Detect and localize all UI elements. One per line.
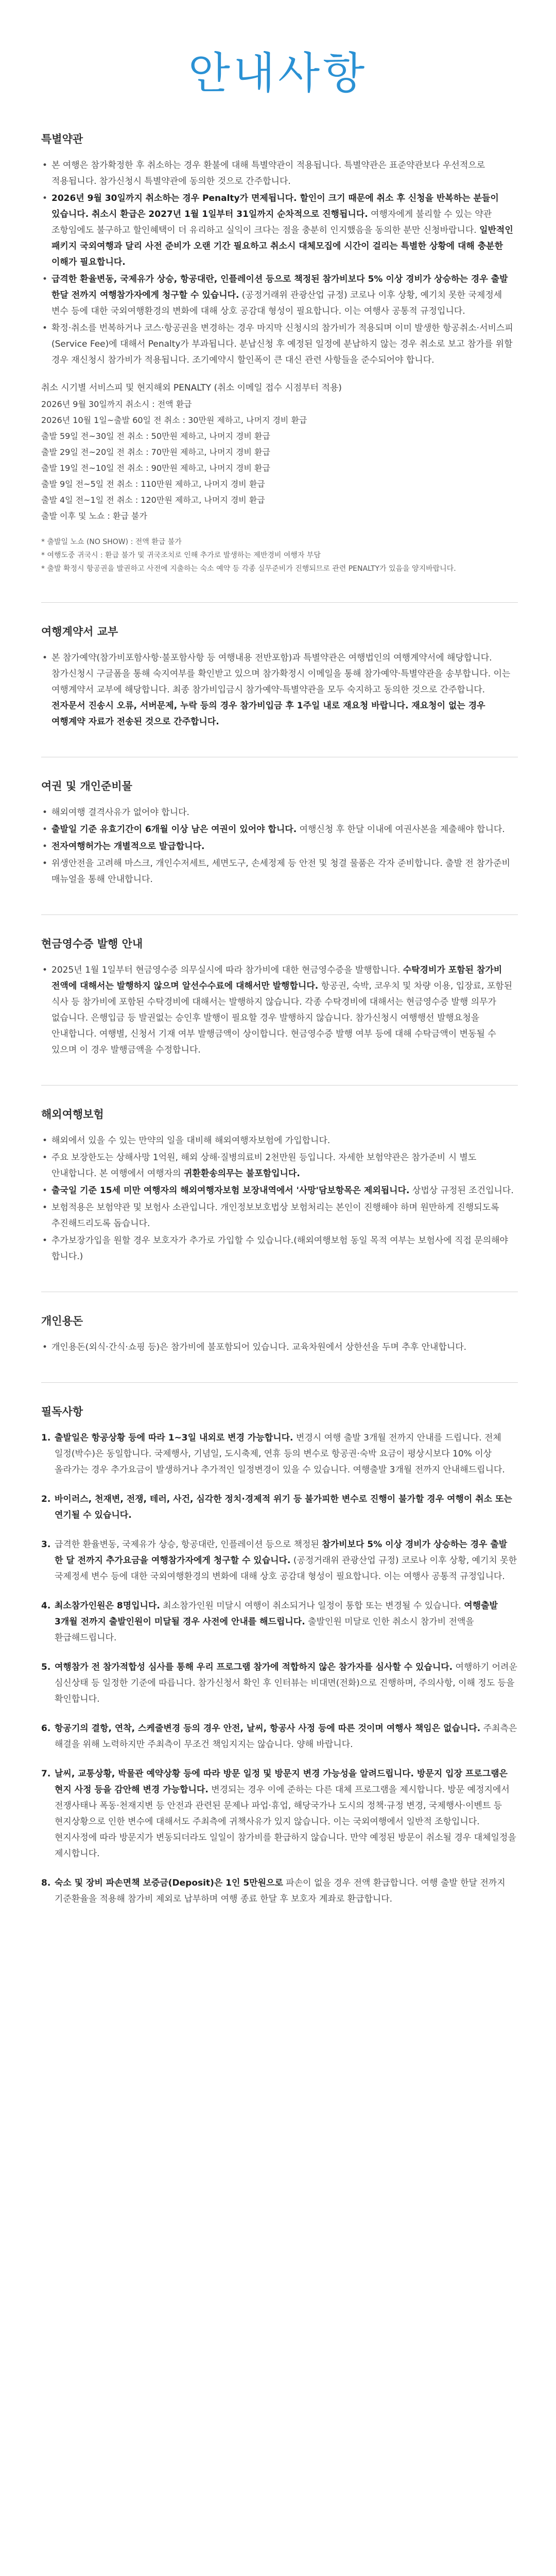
text: 본 여행은 참가확정한 후 취소하는 경우 환불에 대해 특별약관이 적용됩니다. 특별약관은 표준약관보다 우선적으로 적용됩니다. 참가신청시 특별약관에 동의한 것으로 간주합니다.: [51, 160, 485, 187]
text: 여행신청 후 한달 이내에 여권사본을 제출해야 합니다.: [297, 824, 505, 835]
bold-text: 전자여행허가는 개별적으로 발급합니다.: [51, 841, 205, 852]
text: 해외에서 있을 수 있는 만약의 일을 대비해 해외여행자보험에 가입합니다.: [51, 1136, 331, 1146]
section-title: 해외여행보험: [41, 1108, 104, 1121]
schedule-line-list: [41, 396, 518, 524]
section-title: 여행계약서 교부: [41, 625, 118, 638]
bold-text: 여행참가 전 참가적합성 심사를 통해 우리 프로그램 참가에 적합하지 않은 참가자를 심사할 수 있습니다.: [55, 1662, 453, 1672]
hero: [0, 0, 556, 118]
section-receipt: [41, 915, 518, 1058]
bullet-item: [41, 320, 518, 368]
schedule-line: 출발 29일 전~20일 전 취소 : 70만원 제하고, 나머지 경비 환급: [41, 447, 270, 457]
schedule-title: 취소 시기별 서비스피 및 현지해외 PENALTY (취소 이메일 접수 시점부터 적용): [41, 383, 342, 393]
section-insurance: [41, 1086, 518, 1265]
text: 확정·취소를 번복하거나 코스·항공권을 변경하는 경우 마지막 신청시의 참가비가 적용되며 이미 발생한 항공취소·서비스피(Service Fee)에 대해서 Penalty가 부과됩니다. 분납신청 후 예정된 일정에 분납하지 않는 경우 취소로 보고 참가를 위할 경우 재신청시 참가비가 적용됩니다. 조기예약시 할인폭이 큰 대신 관련 사항들을 준수되어야 합니다.: [51, 323, 513, 365]
bold-text: 최소참가인원은 8명입니다.: [55, 1601, 160, 1611]
section-title: 개인용돈: [41, 1315, 83, 1327]
bold-text: 출발일은 항공상황 등에 따라 1~3일 내외로 변경 가능합니다.: [55, 1433, 293, 1443]
item-number: 2.: [41, 1494, 51, 1504]
bold-text: 2026년 9월 30일까지 취소하는 경우 Penalty가 면제됩니다. 할인이 크기 때문에 취소 후 신청을 반복하는 분들이 있습니다. 취소시 환급은 2027년 1월 1일부터 31일까지 순차적으로 진행됩니다.: [51, 193, 499, 219]
text: 파손이 없을 경우 전액 환급합니다. 여행 출발 한달 전까지 기준환율을 적용해 참가비 제외로 납부하며 여행 종료 한달 후 보호자 계좌로 환급합니다.: [55, 1878, 506, 1904]
schedule-line: 출발 4일 전~1일 전 취소 : 120만원 제하고, 나머지 경비 환급: [41, 495, 265, 505]
bullet-item: [41, 856, 518, 888]
bullet-item: [41, 1183, 518, 1199]
bold-text: 수탁경비가 포함된 참가비 전액에 대해서는 발행하지 않으며 알선수수료에 대해서만 발행합니다.: [51, 965, 502, 991]
section-title: 특별약관: [41, 133, 83, 145]
section-contract: [41, 603, 518, 730]
schedule-note: * 출발일 노쇼 (NO SHOW) : 전액 환급 불가: [41, 538, 182, 546]
text: 출발인원 미달로 인한 취소시 참가비 전액을 환급해드립니다.: [55, 1617, 474, 1643]
bullet-list: [41, 650, 518, 730]
schedule-line: 출발 이후 및 노쇼 : 환급 불가: [41, 511, 147, 521]
text: 2025년 1월 1일부터 현금영수증 의무실시에 따라 참가비에 대한 현금영수증을 발행합니다.: [51, 965, 403, 975]
text: 해외여행 결격사유가 없어야 합니다.: [51, 807, 189, 818]
page-title: 안내사항: [188, 48, 368, 98]
content: [0, 118, 556, 1907]
cancellation-schedule: [41, 380, 518, 524]
schedule-note-list: [41, 535, 518, 575]
bold-text: 숙소 및 장비 파손면책 보증금(Deposit)은 1인 5만원으로: [55, 1878, 283, 1888]
item-number: 8.: [41, 1878, 51, 1888]
text: 변경시 여행 출발 3개월 전까지 안내를 드립니다. 전체 일정(박수)은 동일합니다. 국제행사, 기념일, 도시축제, 연휴 등의 변수로 항공권·숙박 요금이 평상시보다 10% 이상 올라가는 경우 추가요금이 발생하거나 추가적인 일정변경이 있을 수 있습니다. 여행출발 3개월 전까지 안내해드립니다.: [55, 1433, 505, 1475]
item-number: 1.: [41, 1433, 51, 1443]
numbered-item: [41, 1598, 518, 1646]
bold-text: 전자문서 진송시 오류, 서버문제, 누락 등의 경우 참가비입금 후 1주일 내로 재요청 바랍니다. 재요청이 없는 경우 여행계약 자료가 전송된 것으로 간주합니다.: [51, 701, 485, 727]
text: (공정거래위 관광산업 규정) 코로나 이후 상황, 예기치 못한 국제정세 변수 등에 대한 국외여행환경의 변화에 대해 상호 공감대 형성이 필요합니다. 이는 여행사 공통적 규정입니다.: [55, 1555, 517, 1582]
numbered-item: [41, 1766, 518, 1862]
bullet-list: [41, 158, 518, 368]
bold-text: 귀환환송의무는 불포함입니다.: [183, 1168, 300, 1179]
text: 상법상 규정된 조건입니다.: [409, 1185, 514, 1196]
text: 변경되는 경우 이에 준하는 다른 대체 프로그램을 제시합니다. 방문 예정지에서 전쟁사태나 폭동·천재지변 등 안전과 관련된 문제나 파업·휴업, 해당국가나 도시의 정책·규정 변경, 국제행사·이벤트 등 현지상황으로 인한 변수에 대해서도 주최측에 귀책사유가 있지 않습니다. 이는 국외여행에서 일반적 조항입니다. 현지사정에 따라 방문지가 변동되더라도 일일이 참가비를 환급하지 않습니다. 만약 예정된 방문이 취소될 경우 대체일정을 제시합니다.: [55, 1785, 516, 1859]
text: 급격한 환율변동, 국제유가 상승, 항공대란, 인플레이션 등으로 책정된: [55, 1539, 322, 1550]
bold-text: 참가비보다 5% 이상 경비가 상승하는 경우 출발 한 달 전까지 추가요금을 여행참가자에게 청구할 수 있습니다.: [55, 1539, 508, 1566]
item-number: 4.: [41, 1601, 51, 1611]
text: 주최측은 해결을 위해 노력하지만 주최측이 무조건 책임지지는 않습니다. 양해 바랍니다.: [55, 1723, 517, 1750]
item-number: 5.: [41, 1662, 51, 1672]
text: 개인용돈(외식·간식·쇼핑 등)은 참가비에 불포함되어 있습니다. 교육차원에서 상한선을 두며 추후 안내합니다.: [51, 1342, 467, 1352]
bullet-item: [41, 1133, 518, 1149]
section-allowance: [41, 1292, 518, 1355]
bullet-item: [41, 805, 518, 821]
item-number: 7.: [41, 1769, 51, 1779]
bullet-item: [41, 1233, 518, 1265]
text: 주요 보장한도는 상해사망 1억원, 해외 상해·질병의료비 2천만원 등입니다. 자세한 보험약관은 참가준비 시 별도 안내합니다. 본 여행에서 여행자의: [51, 1153, 477, 1179]
numbered-item: [41, 1721, 518, 1753]
text: 여행하기 어려운 심신상태 등 일정한 기준에 따릅니다. 참가신청서 확인 후 인터뷰는 비대면(전화)으로 진행하며, 주의사항, 이해 정도 등을 확인합니다.: [55, 1662, 517, 1704]
bullet-list: [41, 962, 518, 1058]
bold-text: 바이러스, 천재변, 전쟁, 테러, 사건, 심각한 정치·경제적 위기 등 불가피한 변수로 진행이 불가할 경우 여행이 취소 또는 연기될 수 있습니다.: [55, 1494, 512, 1520]
bold-text: 출발일 기준 유효기간이 6개월 이상 남은 여권이 있어야 합니다.: [51, 824, 297, 835]
bold-text: 출국일 기준 15세 미만 여행자의 해외여행자보험 보장내역에서 '사망'담보항목은 제외됩니다.: [51, 1185, 410, 1196]
bullet-item: [41, 272, 518, 319]
text: (공정거래위 관광산업 규정) 코로나 이후 상황, 예기치 못한 국제정세 변수 등에 대한 국외여행환경의 변화에 대해 상호 공감대 형성이 필요합니다. 이는 여행사 공통적 규정입니다.: [51, 290, 502, 316]
text: 추가보장가입을 원할 경우 보호자가 추가로 가입할 수 있습니다.(해외여행보험 동일 목적 여부는 보험사에 직접 문의해야 합니다.): [51, 1235, 508, 1262]
schedule-note: * 여행도중 귀국시 : 환급 불가 및 귀국조치로 인해 추가로 발생하는 제반경비 여행자 부담: [41, 551, 321, 560]
bullet-list: [41, 805, 518, 888]
schedule-notes: [41, 535, 518, 575]
section-luggage: [41, 757, 518, 888]
section-special-terms: [41, 118, 518, 575]
bullet-item: [41, 1200, 518, 1232]
text: 본 참가예약(참가비포함사항·불포함사항 등 여행내용 전반포함)과 특별약관은 여행법인의 여행계약서에 해당합니다. 참가신청시 구글폼을 통해 숙지여부를 확인받고 있으며 참가확정시 이메일을 통해 참가예약·특별약관을 송부합니다. 이는 여행계약서 교부에 해당합니다. 최종 참가비입금시 참가예약·특별약관을 모두 숙지하고 동의한 것으로 간주합니다.: [51, 653, 511, 695]
bullet-list: [41, 1340, 518, 1355]
bold-text: 항공기의 결항, 연착, 스케줄변경 등의 경우 안전, 날씨, 항공사 사정 등에 따른 것이며 여행사 책임은 없습니다.: [55, 1723, 481, 1734]
bold-text: 일반적인 패키지 국외여행과 달리 사전 준비가 오랜 기간 필요하고 취소시 대체모집에 시간이 걸리는 특별한 상황에 대해 충분한 이해가 필요합니다.: [51, 225, 513, 267]
numbered-item: [41, 1492, 518, 1523]
section-title: 현금영수증 발행 안내: [41, 938, 143, 950]
numbered-item: [41, 1875, 518, 1907]
schedule-line: 출발 9일 전~5일 전 취소 : 110만원 제하고, 나머지 경비 환급: [41, 479, 265, 489]
bullet-item: [41, 1340, 518, 1355]
numbered-list: [41, 1430, 518, 1907]
text: 보험적용은 보험약관 및 보험사 소관입니다. 개인정보보호법상 보험처리는 본인이 진행해야 하며 원만하게 진행되도록 추진해드리도록 돕습니다.: [51, 1202, 499, 1229]
bold-text: 날씨, 교통상황, 박물관 예약상황 등에 따라 방문 일정 및 방문지 변경 가능성을 알려드립니다. 방문지 입장 프로그램은 현지 사정 등을 감안해 변경 가능합니다.: [55, 1769, 508, 1795]
text: 최소참가인원 미달시 여행이 취소되거나 일정이 통합 또는 변경될 수 있습니다.: [160, 1601, 464, 1611]
schedule-line: 2026년 9월 30일까지 취소시 : 전액 환급: [41, 399, 192, 409]
bullet-item: [41, 962, 518, 1058]
bullet-item: [41, 650, 518, 730]
bullet-list: [41, 1133, 518, 1265]
section-title: 필독사항: [41, 1405, 83, 1418]
schedule-note: * 출발 확정시 항공권을 발권하고 사전에 지출하는 숙소 예약 등 각종 실무준비가 진행되므로 관련 PENALTY가 있음을 양지바랍니다.: [41, 565, 456, 573]
schedule-line: 출발 19일 전~10일 전 취소 : 90만원 제하고, 나머지 경비 환급: [41, 463, 270, 473]
numbered-item: [41, 1659, 518, 1707]
numbered-item: [41, 1537, 518, 1585]
bold-text: 급격한 환율변동, 국제유가 상승, 항공대란, 인플레이션 등으로 책정된 참가비보다 5% 이상 경비가 상승하는 경우 출발 한달 전까지 여행참가자에게 청구할 수 있습니다.: [51, 274, 508, 300]
numbered-item: [41, 1430, 518, 1478]
text: 위생안전을 고려해 마스크, 개인수저세트, 세면도구, 손세정제 등 안전 및 청결 물품은 각자 준비합니다. 출발 전 참가준비 매뉴얼을 통해 안내합니다.: [51, 858, 510, 885]
bullet-item: [41, 839, 518, 855]
item-number: 3.: [41, 1539, 51, 1550]
bullet-item: [41, 1150, 518, 1182]
section-notice: [41, 1383, 518, 1907]
item-number: 6.: [41, 1723, 51, 1734]
schedule-line: 출발 59일 전~30일 전 취소 : 50만원 제하고, 나머지 경비 환급: [41, 431, 270, 441]
section-title: 여권 및 개인준비물: [41, 780, 132, 792]
text: 항공권, 숙박, 코우치 및 차량 이용, 입장료, 포함된 식사 등 참가비에 포함된 수탁경비에 대해서는 발행하지 않습니다. 각종 수탁경비에 대해서는 현금영수증 발행 의무가 없습니다. 은행입금 등 발권없는 승인후 발행이 필요할 경우 발행하지 않습니다. 참가신청시 여행행선 발행요청을 안내합니다. 여행별, 신청서 기재 여부 발행금액이 상이합니다. 현금영수증 발행 여부 등에 대해 수탁금액이 변동될 수 있으며 이 경우 발행금액을 수정합니다.: [51, 981, 513, 1055]
bullet-item: [41, 191, 518, 270]
bullet-item: [41, 158, 518, 190]
bullet-item: [41, 822, 518, 838]
bold-text: 여행출발 3개월 전까지 출발인원이 미달될 경우 사전에 안내를 해드립니다.: [55, 1601, 498, 1627]
text: 여행자에게 불리할 수 있는 약관 조항임에도 불구하고 할인혜택이 더 유리하고 실익이 크다는 점을 충분히 인지했음을 동의한 분만 신청바랍니다.: [51, 209, 492, 235]
schedule-line: 2026년 10월 1일~출발 60일 전 취소 : 30만원 제하고, 나머지 경비 환급: [41, 415, 307, 425]
